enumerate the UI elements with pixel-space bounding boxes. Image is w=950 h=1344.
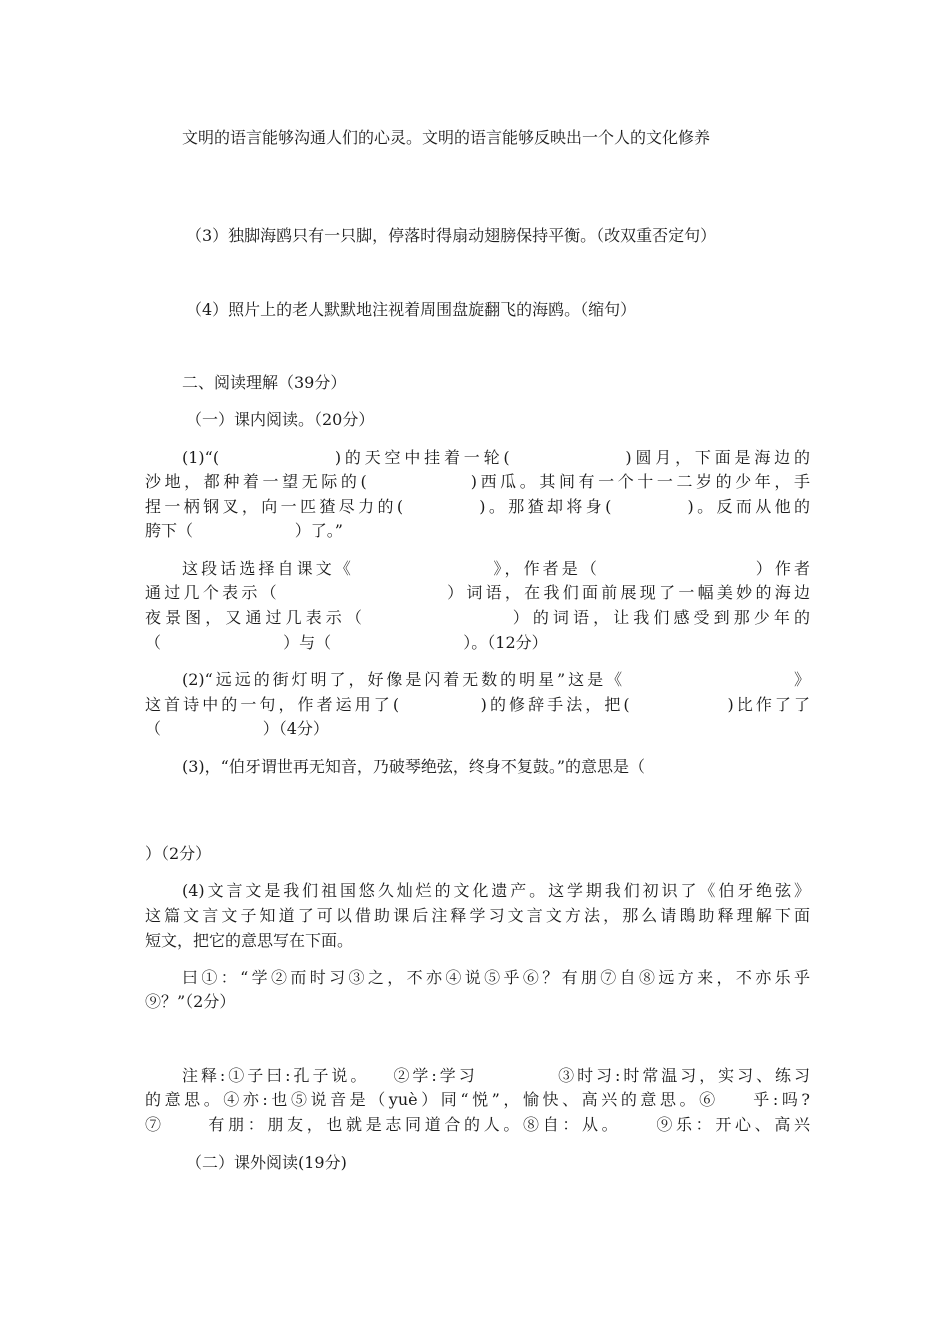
text-line: (3)，“伯牙谓世再无知音，乃破琴绝弦，终身不复鼓。”的意思是（ bbox=[182, 757, 646, 776]
text-line: (4)文言文是我们祖国悠久灿烂的文化遗产。这学期我们初识了《伯牙绝弦》 bbox=[182, 881, 810, 900]
text-line: 的意思。④亦:也⑤说音是（yuè）同“悦”，愉快、高兴的意思。⑥ 乎:吗? bbox=[145, 1090, 810, 1109]
text-line: 这首诗中的一句，作者运用了( )的修辞手法，把( )比作了了 bbox=[145, 695, 810, 714]
subsection-heading: （一）课内阅读。（20分） bbox=[186, 410, 375, 429]
text-line: 捏一柄钢叉，向一匹猹尽力的( )。那猹却将身( )。反而从他的 bbox=[145, 497, 810, 516]
text-line: 这篇文言文子知道了可以借助课后注释学习文言文方法，那么请鵖助释理解下面 bbox=[145, 906, 810, 925]
text-line: 短文，把它的意思写在下面。 bbox=[145, 931, 354, 950]
text-line: 通过几个表示（ ）词语，在我们面前展现了一幅美妙的海边 bbox=[145, 583, 810, 602]
text-line: （ ）（4分） bbox=[145, 719, 329, 738]
question-line: （3）独脚海鸥只有一只脚，停落时得扇动翅膀保持平衡。（改双重否定句） bbox=[186, 226, 717, 245]
text-line: ⑦ 有朋：朋友，也就是志同道合的人。⑧自：从。 ⑨乐：开心、高兴 bbox=[145, 1115, 810, 1134]
text-line: ）（2分） bbox=[145, 844, 212, 863]
text-line: 曰①：“学②而时习③之，不亦④说⑤乎⑥？有朋⑦自⑧远方来，不亦乐乎 bbox=[182, 968, 810, 987]
text-line: (2)“远远的街灯明了，好像是闪着无数的明星”这是《 》 bbox=[182, 670, 810, 689]
text-line: 文明的语言能够沟通人们的心灵。文明的语言能够反映出一个人的文化修养 bbox=[182, 128, 711, 147]
text-line: (1)“( )的天空中挂着一轮( )圆月，下面是海边的 bbox=[182, 448, 810, 467]
text-line: 夜景图，又通过几表示（ ）的词语，让我们感受到那少年的 bbox=[145, 608, 810, 627]
section-heading: 二、阅读理解（39分） bbox=[182, 373, 347, 392]
text-line: 胯下（ ）了。” bbox=[145, 521, 343, 540]
text-line: （ ）与（ ）。（12分） bbox=[145, 633, 548, 652]
text-line: 这段话选择自课文《 》，作者是（ ）作者 bbox=[182, 559, 810, 578]
question-line: （4）照片上的老人默默地注视着周围盘旋翻飞的海鸥。（缩句） bbox=[186, 300, 637, 319]
text-line: ⑨？”（2分） bbox=[145, 992, 236, 1011]
subsection-heading: （二）课外阅读(19分) bbox=[186, 1153, 347, 1172]
text-line: 沙地，都种着一望无际的( )西瓜。其间有一个十一二岁的少年，手 bbox=[145, 472, 810, 491]
text-line: 注释:①子曰:孔子说。 ②学:学习 ③时习:时常温习，实习、练习 bbox=[182, 1066, 810, 1085]
